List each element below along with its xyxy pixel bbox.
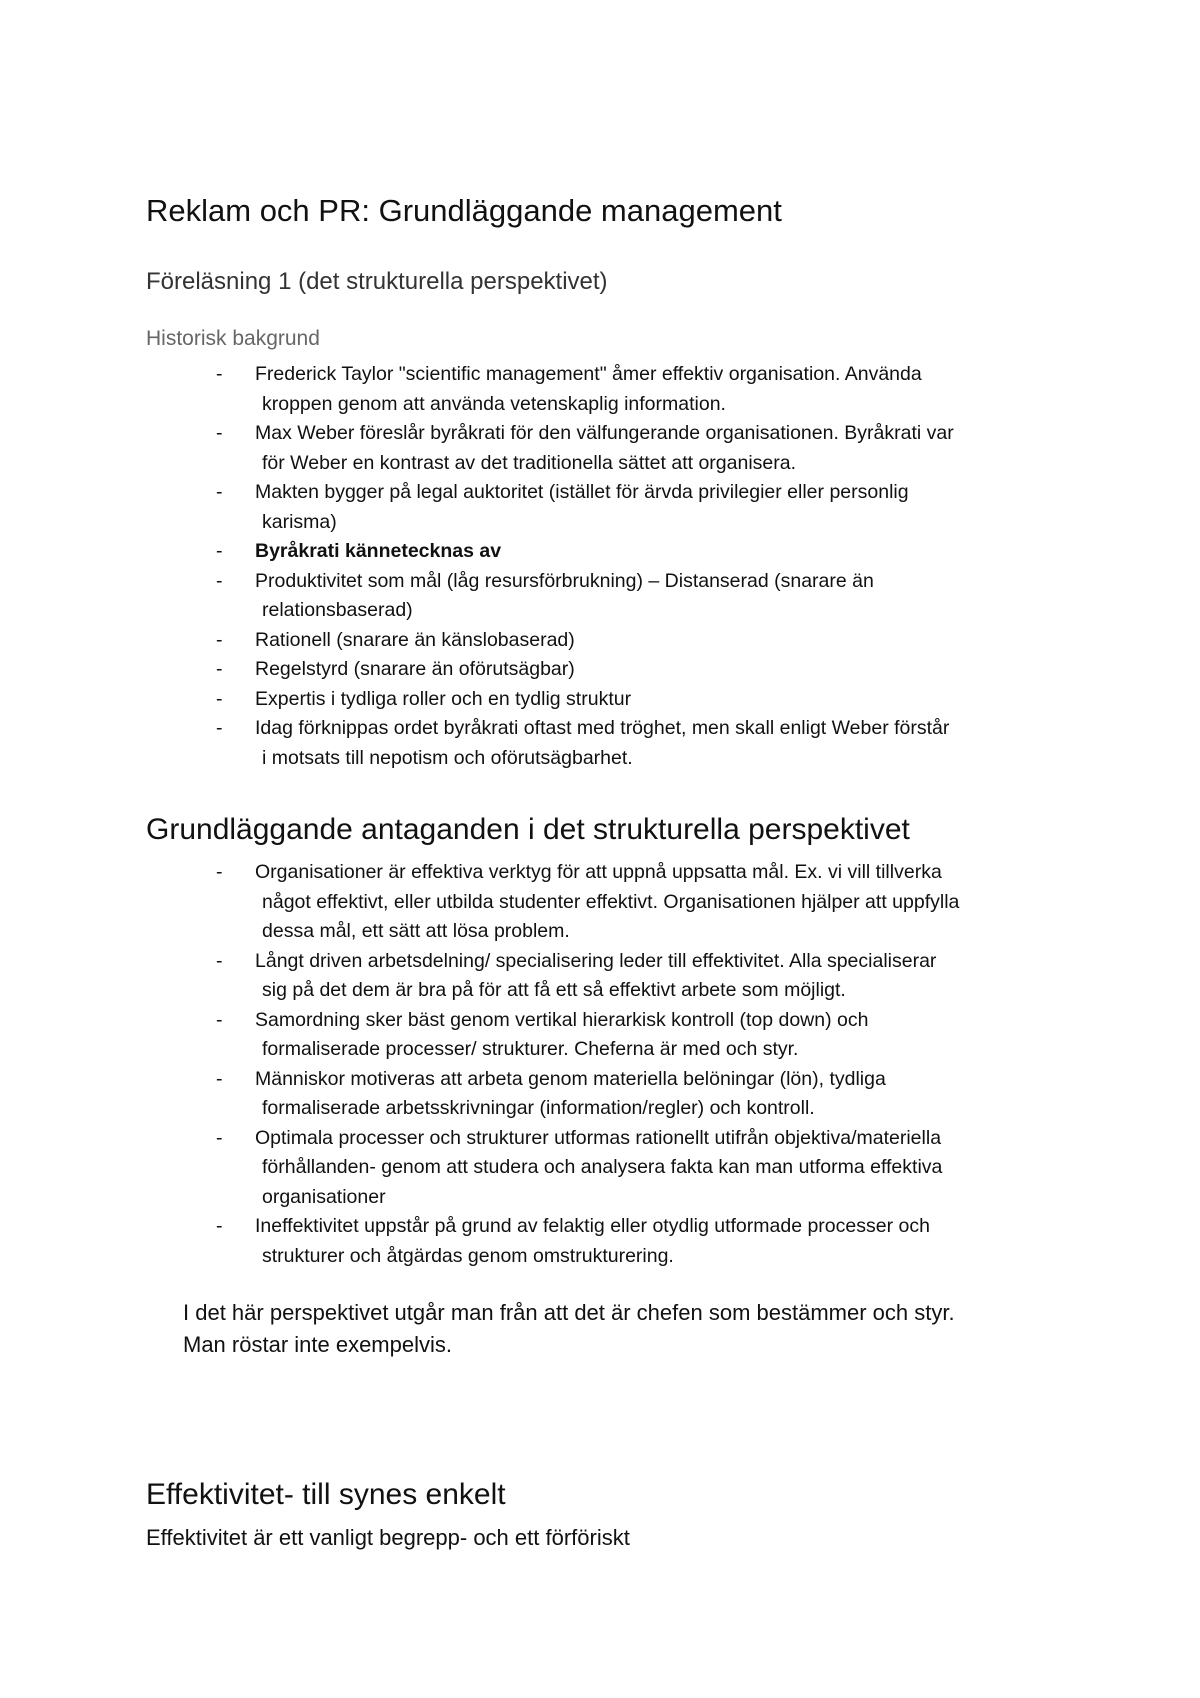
list-item-line: karisma) xyxy=(262,510,337,533)
list-item xyxy=(0,419,1200,478)
list-item-line: Ineffektivitet uppstår på grund av felaktig eller otydlig utformade processer och xyxy=(255,1215,930,1237)
lecture-heading: Föreläsning 1 (det strukturella perspektivet) xyxy=(146,268,608,295)
dash-marker: - xyxy=(216,1067,223,1090)
document-title: Reklam och PR: Grundläggande management xyxy=(146,193,782,228)
assumptions-heading: Grundläggande antaganden i det strukturella perspektivet xyxy=(146,813,910,846)
list-item-line: något effektivt, eller utbilda studenter effektivt. Organisationen hjälper att uppfylla xyxy=(262,890,960,913)
list-item-line-bold: Byråkrati kännetecknas av xyxy=(255,540,502,562)
list-item-line: Produktivitet som mål (låg resursförbrukning) – Distanserad (snarare än xyxy=(255,569,874,592)
dash-marker: - xyxy=(216,481,223,503)
assumptions-list xyxy=(0,858,1200,1271)
list-item-line: Långt driven arbetsdelning/ specialisering leder till effektivitet. Alla specialiserar xyxy=(255,949,937,972)
summary-paragraph xyxy=(183,1297,1083,1361)
list-item xyxy=(0,1065,1200,1124)
list-item-line: Optimala processer och strukturer utformas rationellt utifrån objektiva/materiella xyxy=(255,1126,942,1149)
list-item xyxy=(0,1212,1200,1271)
list-item-line: strukturer och åtgärdas genom omstrukturering. xyxy=(262,1244,674,1267)
list-item-line: Organisationer är effektiva verktyg för att uppnå uppsatta mål. Ex. vi vill tillverka xyxy=(255,861,942,883)
list-item xyxy=(0,947,1200,1006)
list-item-line: relationsbaserad) xyxy=(262,599,413,621)
list-item-line: Makten bygger på legal auktoritet (istället för ärvda privilegier eller personlig xyxy=(255,481,909,503)
list-item-line: förhållanden- genom att studera och analysera fakta kan man utforma effektiva xyxy=(262,1156,943,1178)
dash-marker: - xyxy=(216,861,223,883)
list-item xyxy=(0,685,1200,715)
list-item-line: Expertis i tydliga roller och en tydlig struktur xyxy=(255,687,632,710)
list-item-line: sig på det dem är bra på för att få ett så effektivt arbete som möjligt. xyxy=(262,979,846,1001)
dash-marker: - xyxy=(216,658,223,680)
dash-marker: - xyxy=(216,628,223,651)
dash-marker: - xyxy=(216,422,223,444)
dash-marker: - xyxy=(216,363,223,385)
dash-marker: - xyxy=(216,569,223,592)
background-list xyxy=(0,360,1200,773)
list-item-line: formaliserade processer/ strukturer. Cheferna är med och styr. xyxy=(262,1038,799,1060)
list-item-line: Regelstyrd (snarare än oförutsägbar) xyxy=(255,658,575,680)
list-item-line: Max Weber föreslår byråkrati för den välfungerande organisationen. Byråkrati var xyxy=(255,422,954,444)
paragraph-line: Man röstar inte exempelvis. xyxy=(183,1332,452,1357)
background-heading: Historisk bakgrund xyxy=(146,327,320,350)
dash-marker: - xyxy=(216,540,223,562)
list-item xyxy=(0,626,1200,656)
list-item xyxy=(0,655,1200,685)
list-item xyxy=(0,714,1200,773)
list-item-line: för Weber en kontrast av det traditionella sättet att organisera. xyxy=(262,451,797,474)
list-item xyxy=(0,1124,1200,1213)
list-item xyxy=(0,858,1200,947)
list-item xyxy=(0,478,1200,537)
list-item-line: Frederick Taylor "scientific management" åmer effektiv organisation. Använda xyxy=(255,363,922,385)
list-item-line: Idag förknippas ordet byråkrati oftast med tröghet, men skall enligt Weber förstår xyxy=(255,717,950,739)
list-item-line: dessa mål, ett sätt att lösa problem. xyxy=(262,920,570,942)
list-item-line: formaliserade arbetsskrivningar (information/regler) och kontroll. xyxy=(262,1097,815,1119)
list-item-line: Samordning sker bäst genom vertikal hierarkisk kontroll (top down) och xyxy=(255,1008,869,1031)
dash-marker: - xyxy=(216,1126,223,1149)
list-item-line: organisationer xyxy=(262,1185,386,1208)
dash-marker: - xyxy=(216,1008,223,1031)
list-item xyxy=(0,360,1200,419)
dash-marker: - xyxy=(216,687,223,710)
list-item-line: kroppen genom att använda vetenskaplig information. xyxy=(262,392,726,415)
list-item-line: Människor motiveras att arbeta genom materiella belöningar (lön), tydliga xyxy=(255,1067,886,1090)
dash-marker: - xyxy=(216,717,223,739)
list-item xyxy=(0,1006,1200,1065)
paragraph-line: I det här perspektivet utgår man från att det är chefen som bestämmer och styr. xyxy=(183,1300,955,1325)
list-item-line: i motsats till nepotism och oförutsägbarhet. xyxy=(262,746,633,769)
dash-marker: - xyxy=(216,1215,223,1237)
list-item xyxy=(0,537,1200,567)
efficiency-heading: Effektivitet- till synes enkelt xyxy=(146,1478,506,1511)
list-item xyxy=(0,567,1200,626)
list-item-line: Rationell (snarare än känslobaserad) xyxy=(255,628,575,651)
dash-marker: - xyxy=(216,949,223,972)
efficiency-text: Effektivitet är ett vanligt begrepp- och ett förföriskt xyxy=(146,1525,630,1550)
